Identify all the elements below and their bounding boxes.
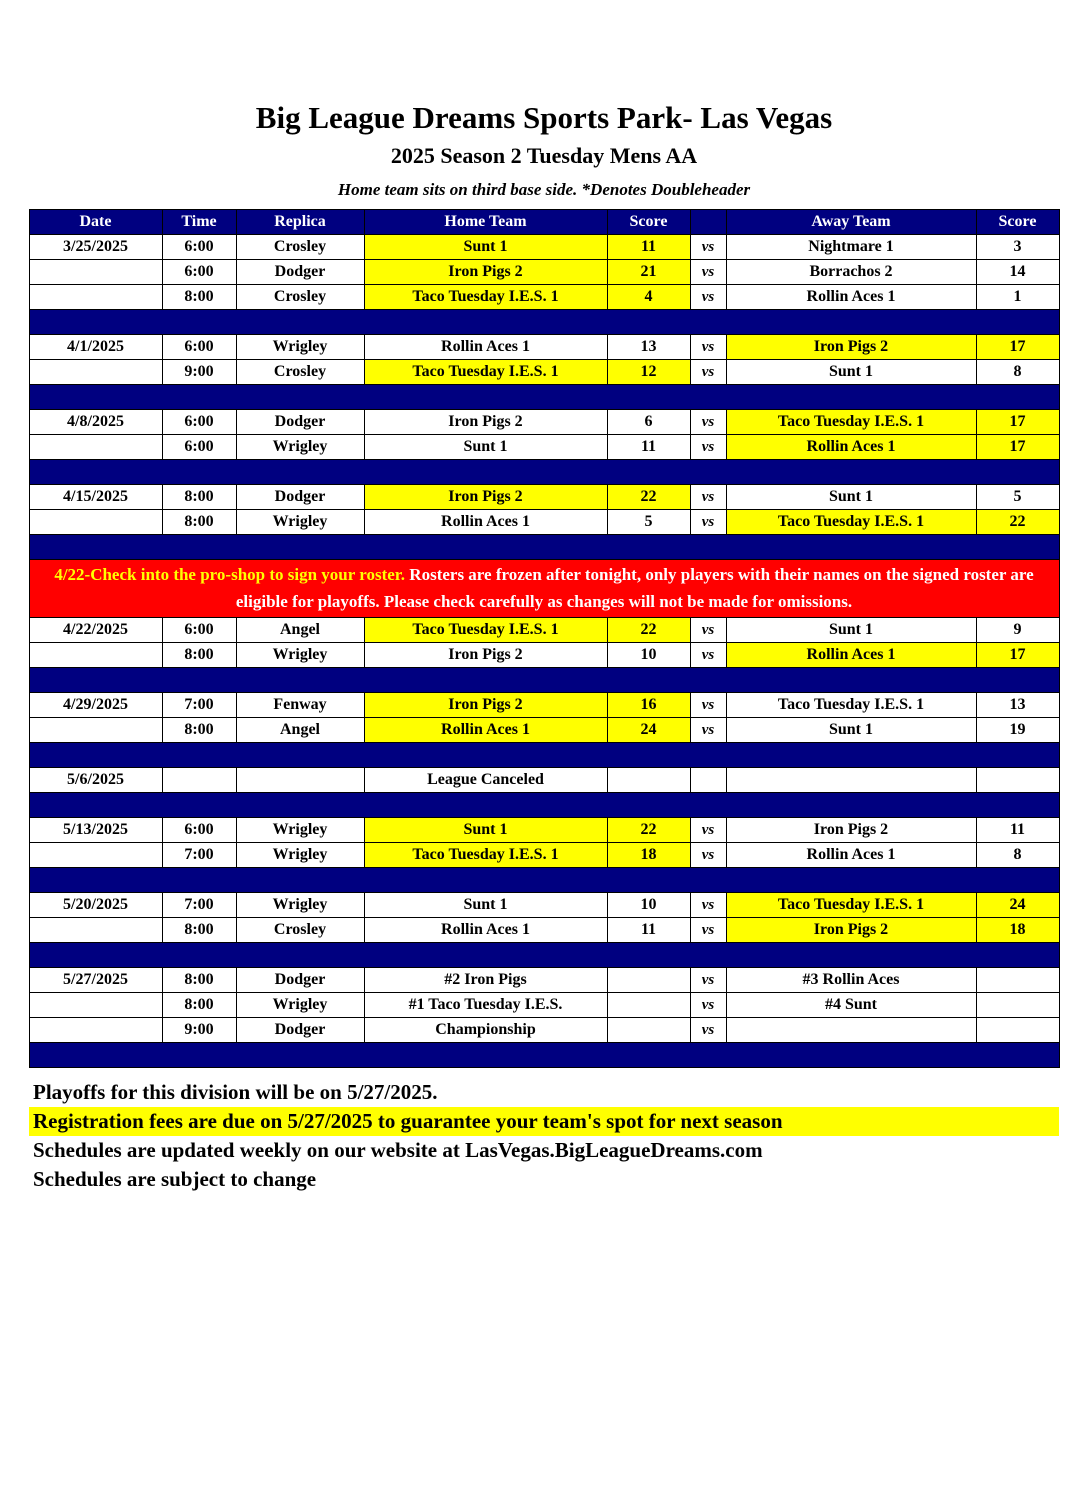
schedule-table-body [29, 235, 1059, 1068]
time-cell: 8:00 [162, 643, 236, 668]
away-score-cell: 18 [976, 918, 1059, 943]
time-cell: 7:00 [162, 893, 236, 918]
replica-cell: Dodger [236, 485, 364, 510]
away-team-cell: Sunt 1 [726, 485, 976, 510]
home-score-cell: 16 [607, 693, 690, 718]
home-score-cell: 11 [607, 435, 690, 460]
separator-row [29, 868, 1059, 893]
game-row [29, 618, 1059, 643]
away-team-cell: Nightmare 1 [726, 235, 976, 260]
time-cell: 6:00 [162, 235, 236, 260]
replica-cell: Dodger [236, 968, 364, 993]
game-row [29, 918, 1059, 943]
replica-cell: Dodger [236, 1018, 364, 1043]
away-team-cell: #3 Rollin Aces [726, 968, 976, 993]
game-row [29, 893, 1059, 918]
time-cell: 8:00 [162, 718, 236, 743]
separator-row [29, 743, 1059, 768]
game-row [29, 285, 1059, 310]
replica-cell: Wrigley [236, 643, 364, 668]
date-cell: 4/29/2025 [29, 693, 162, 718]
home-team-cell: Taco Tuesday I.E.S. 1 [364, 618, 607, 643]
separator-cell [29, 868, 1059, 893]
vs-cell: vs [690, 235, 726, 260]
away-team-cell: Taco Tuesday I.E.S. 1 [726, 410, 976, 435]
away-score-cell: 14 [976, 260, 1059, 285]
away-team-cell: Rollin Aces 1 [726, 643, 976, 668]
date-cell [29, 718, 162, 743]
time-cell: 8:00 [162, 968, 236, 993]
away-team-cell: Rollin Aces 1 [726, 435, 976, 460]
home-score-cell: 12 [607, 360, 690, 385]
vs-cell: vs [690, 618, 726, 643]
time-cell: 9:00 [162, 360, 236, 385]
date-cell [29, 1018, 162, 1043]
time-cell: 8:00 [162, 993, 236, 1018]
home-score-cell [607, 768, 690, 793]
notice-cell [29, 560, 1059, 618]
vs-cell: vs [690, 510, 726, 535]
away-score-cell: 5 [976, 485, 1059, 510]
notice-highlight-text: 4/22-Check into the pro-shop to sign your roster. [54, 565, 406, 585]
away-team-cell: Taco Tuesday I.E.S. 1 [726, 893, 976, 918]
home-score-cell [607, 993, 690, 1018]
time-cell [162, 768, 236, 793]
home-team-cell: Taco Tuesday I.E.S. 1 [364, 843, 607, 868]
away-score-cell: 11 [976, 818, 1059, 843]
date-cell [29, 993, 162, 1018]
time-cell: 6:00 [162, 618, 236, 643]
vs-cell: vs [690, 818, 726, 843]
away-score-cell: 22 [976, 510, 1059, 535]
separator-row [29, 793, 1059, 818]
away-team-cell: Taco Tuesday I.E.S. 1 [726, 693, 976, 718]
away-team-cell [726, 768, 976, 793]
footer [29, 1078, 1059, 1194]
away-score-cell [976, 1018, 1059, 1043]
separator-row [29, 310, 1059, 335]
game-row [29, 235, 1059, 260]
home-team-cell: Sunt 1 [364, 893, 607, 918]
replica-cell: Wrigley [236, 510, 364, 535]
game-row [29, 510, 1059, 535]
home-score-cell: 21 [607, 260, 690, 285]
date-cell: 4/8/2025 [29, 410, 162, 435]
home-team-cell: Iron Pigs 2 [364, 643, 607, 668]
home-team-cell: Iron Pigs 2 [364, 410, 607, 435]
away-team-cell: Sunt 1 [726, 618, 976, 643]
away-score-cell [976, 768, 1059, 793]
away-score-cell: 17 [976, 643, 1059, 668]
replica-cell: Wrigley [236, 335, 364, 360]
replica-cell: Dodger [236, 410, 364, 435]
separator-cell [29, 310, 1059, 335]
footer-line: Schedules are subject to change [33, 1167, 317, 1191]
away-score-cell: 1 [976, 285, 1059, 310]
date-cell: 5/20/2025 [29, 893, 162, 918]
home-score-cell [607, 1018, 690, 1043]
vs-cell: vs [690, 918, 726, 943]
home-score-cell [607, 968, 690, 993]
home-team-cell: Iron Pigs 2 [364, 260, 607, 285]
replica-cell: Wrigley [236, 893, 364, 918]
home-team-cell: Sunt 1 [364, 818, 607, 843]
time-cell: 6:00 [162, 435, 236, 460]
date-cell [29, 643, 162, 668]
home-score-cell: 22 [607, 618, 690, 643]
home-score-cell: 10 [607, 643, 690, 668]
header-replica: Replica [236, 210, 364, 235]
replica-cell: Angel [236, 618, 364, 643]
game-row [29, 485, 1059, 510]
home-team-cell: Taco Tuesday I.E.S. 1 [364, 360, 607, 385]
home-score-cell: 22 [607, 818, 690, 843]
away-team-cell [726, 1018, 976, 1043]
date-cell: 4/15/2025 [29, 485, 162, 510]
vs-cell: vs [690, 643, 726, 668]
separator-cell [29, 943, 1059, 968]
game-row [29, 1018, 1059, 1043]
game-row [29, 260, 1059, 285]
time-cell: 8:00 [162, 510, 236, 535]
away-score-cell: 17 [976, 435, 1059, 460]
vs-cell: vs [690, 360, 726, 385]
notice-row [29, 560, 1059, 618]
away-score-cell: 19 [976, 718, 1059, 743]
vs-cell: vs [690, 285, 726, 310]
replica-cell: Wrigley [236, 993, 364, 1018]
page-note: Home team sits on third base side. *Denotes Doubleheader [337, 180, 751, 199]
game-row [29, 718, 1059, 743]
separator-row [29, 460, 1059, 485]
vs-cell: vs [690, 485, 726, 510]
footer-line: Registration fees are due on 5/27/2025 to guarantee your team's spot for next season [29, 1107, 1059, 1136]
header-home-score: Score [607, 210, 690, 235]
replica-cell: Angel [236, 718, 364, 743]
separator-cell [29, 743, 1059, 768]
home-score-cell: 18 [607, 843, 690, 868]
home-team-cell: Taco Tuesday I.E.S. 1 [364, 285, 607, 310]
header-date: Date [29, 210, 162, 235]
vs-cell: vs [690, 260, 726, 285]
game-row [29, 693, 1059, 718]
time-cell: 8:00 [162, 485, 236, 510]
vs-cell: vs [690, 693, 726, 718]
home-team-cell: Rollin Aces 1 [364, 335, 607, 360]
vs-cell: vs [690, 968, 726, 993]
header-vs [690, 210, 726, 235]
home-team-cell: League Canceled [364, 768, 607, 793]
replica-cell: Crosley [236, 285, 364, 310]
home-score-cell: 4 [607, 285, 690, 310]
game-row [29, 968, 1059, 993]
date-cell [29, 510, 162, 535]
time-cell: 6:00 [162, 410, 236, 435]
schedule-table-head [29, 210, 1059, 235]
time-cell: 7:00 [162, 693, 236, 718]
home-score-cell: 10 [607, 893, 690, 918]
home-score-cell: 13 [607, 335, 690, 360]
date-cell [29, 260, 162, 285]
page-title: Big League Dreams Sports Park- Las Vegas [255, 100, 833, 135]
away-team-cell: Iron Pigs 2 [726, 335, 976, 360]
date-cell [29, 360, 162, 385]
vs-cell: vs [690, 993, 726, 1018]
game-row [29, 410, 1059, 435]
separator-row [29, 385, 1059, 410]
vs-cell: vs [690, 843, 726, 868]
home-team-cell: Iron Pigs 2 [364, 693, 607, 718]
vs-cell [690, 768, 726, 793]
home-team-cell: #2 Iron Pigs [364, 968, 607, 993]
away-team-cell: Iron Pigs 2 [726, 918, 976, 943]
date-cell [29, 285, 162, 310]
game-row [29, 435, 1059, 460]
home-team-cell: #1 Taco Tuesday I.E.S. [364, 993, 607, 1018]
away-score-cell: 8 [976, 843, 1059, 868]
time-cell: 7:00 [162, 843, 236, 868]
replica-cell: Wrigley [236, 818, 364, 843]
home-team-cell: Rollin Aces 1 [364, 918, 607, 943]
header-away-team: Away Team [726, 210, 976, 235]
home-team-cell: Iron Pigs 2 [364, 485, 607, 510]
game-row [29, 643, 1059, 668]
home-score-cell: 22 [607, 485, 690, 510]
replica-cell: Fenway [236, 693, 364, 718]
replica-cell [236, 768, 364, 793]
schedule-page [0, 100, 1088, 1194]
time-cell: 9:00 [162, 1018, 236, 1043]
game-row [29, 993, 1059, 1018]
header-time: Time [162, 210, 236, 235]
page-subtitle: 2025 Season 2 Tuesday Mens AA [390, 143, 698, 168]
game-row [29, 768, 1059, 793]
replica-cell: Wrigley [236, 843, 364, 868]
home-team-cell: Sunt 1 [364, 435, 607, 460]
date-cell: 3/25/2025 [29, 235, 162, 260]
home-score-cell: 5 [607, 510, 690, 535]
schedule-table [29, 209, 1060, 1068]
game-row [29, 843, 1059, 868]
date-cell [29, 843, 162, 868]
away-score-cell: 13 [976, 693, 1059, 718]
home-team-cell: Rollin Aces 1 [364, 718, 607, 743]
away-score-cell [976, 968, 1059, 993]
replica-cell: Crosley [236, 918, 364, 943]
time-cell: 8:00 [162, 918, 236, 943]
away-team-cell: Rollin Aces 1 [726, 843, 976, 868]
separator-row [29, 535, 1059, 560]
time-cell: 6:00 [162, 260, 236, 285]
header-home-team: Home Team [364, 210, 607, 235]
date-cell: 5/27/2025 [29, 968, 162, 993]
vs-cell: vs [690, 335, 726, 360]
separator-row [29, 668, 1059, 693]
date-cell: 4/1/2025 [29, 335, 162, 360]
header-row [29, 210, 1059, 235]
away-score-cell: 24 [976, 893, 1059, 918]
away-score-cell: 17 [976, 410, 1059, 435]
date-cell: 5/13/2025 [29, 818, 162, 843]
vs-cell: vs [690, 1018, 726, 1043]
footer-line: Schedules are updated weekly on our website at LasVegas.BigLeagueDreams.com [33, 1138, 763, 1162]
separator-cell [29, 460, 1059, 485]
home-score-cell: 24 [607, 718, 690, 743]
game-row [29, 360, 1059, 385]
replica-cell: Dodger [236, 260, 364, 285]
time-cell: 6:00 [162, 818, 236, 843]
date-cell: 5/6/2025 [29, 768, 162, 793]
vs-cell: vs [690, 410, 726, 435]
away-score-cell: 3 [976, 235, 1059, 260]
home-score-cell: 11 [607, 235, 690, 260]
separator-cell [29, 1043, 1059, 1068]
game-row [29, 335, 1059, 360]
separator-cell [29, 535, 1059, 560]
footer-line: Playoffs for this division will be on 5/27/2025. [33, 1080, 438, 1104]
replica-cell: Crosley [236, 235, 364, 260]
separator-cell [29, 668, 1059, 693]
header-away-score: Score [976, 210, 1059, 235]
away-team-cell: Taco Tuesday I.E.S. 1 [726, 510, 976, 535]
separator-row [29, 943, 1059, 968]
away-team-cell: #4 Sunt [726, 993, 976, 1018]
date-cell: 4/22/2025 [29, 618, 162, 643]
notice-body-text: Rosters are frozen after tonight, only players with their names on the signed roster are eligible for playoffs. Please check carefully as changes will not be made for omissions. [235, 565, 1034, 611]
away-team-cell: Sunt 1 [726, 718, 976, 743]
separator-row [29, 1043, 1059, 1068]
vs-cell: vs [690, 435, 726, 460]
date-cell [29, 435, 162, 460]
home-team-cell: Sunt 1 [364, 235, 607, 260]
replica-cell: Crosley [236, 360, 364, 385]
away-team-cell: Rollin Aces 1 [726, 285, 976, 310]
time-cell: 6:00 [162, 335, 236, 360]
separator-cell [29, 793, 1059, 818]
vs-cell: vs [690, 893, 726, 918]
home-team-cell: Championship [364, 1018, 607, 1043]
date-cell [29, 918, 162, 943]
game-row [29, 818, 1059, 843]
away-score-cell: 8 [976, 360, 1059, 385]
home-score-cell: 11 [607, 918, 690, 943]
vs-cell: vs [690, 718, 726, 743]
away-score-cell: 17 [976, 335, 1059, 360]
away-team-cell: Borrachos 2 [726, 260, 976, 285]
replica-cell: Wrigley [236, 435, 364, 460]
home-team-cell: Rollin Aces 1 [364, 510, 607, 535]
time-cell: 8:00 [162, 285, 236, 310]
away-score-cell: 9 [976, 618, 1059, 643]
away-team-cell: Sunt 1 [726, 360, 976, 385]
separator-cell [29, 385, 1059, 410]
home-score-cell: 6 [607, 410, 690, 435]
away-team-cell: Iron Pigs 2 [726, 818, 976, 843]
away-score-cell [976, 993, 1059, 1018]
